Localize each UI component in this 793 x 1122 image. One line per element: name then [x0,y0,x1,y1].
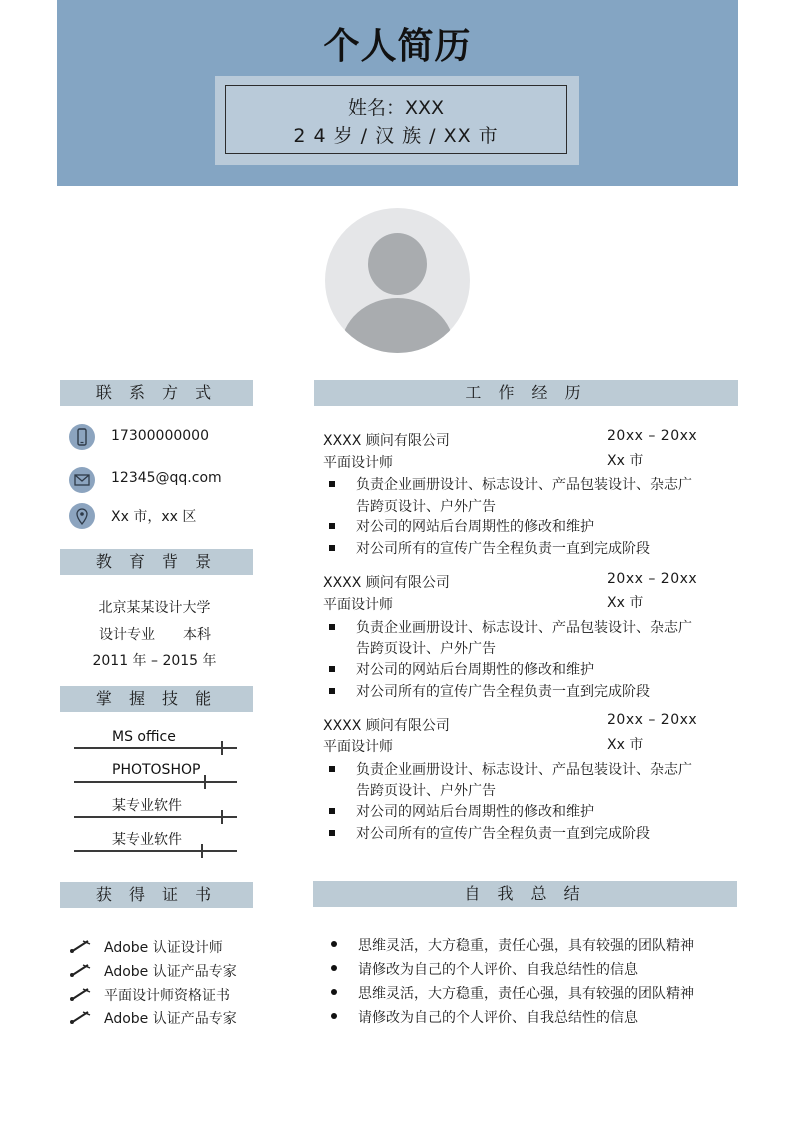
certificate-icon [68,1009,92,1029]
job-duty: 对公司的网站后台周期性的修改和维护 [356,804,594,820]
bullet-marker [329,766,335,772]
job-period: 20xx – 20xx [607,712,698,728]
summary-item: 请修改为自己的个人评价、自我总结性的信息 [358,1010,638,1026]
skill-track [74,816,237,818]
bullet-marker [329,666,335,672]
summary-item: 思维灵活，大方稳重，责任心强，具有较强的团队精神 [358,986,694,1002]
job-duty: 对公司所有的宣传广告全程负责一直到完成阶段 [356,541,650,557]
job-period: 20xx – 20xx [607,571,698,587]
certificate-icon [68,986,92,1006]
job-duty: 对公司所有的宣传广告全程负责一直到完成阶段 [356,684,650,700]
avatar-body [341,298,454,353]
summary-item: 请修改为自己的个人评价、自我总结性的信息 [358,962,638,978]
job-company: XXXX 顾问有限公司 [323,718,450,734]
avatar-head [368,233,427,295]
page-title: 个人简历 [323,26,472,67]
bullet-marker [329,688,335,694]
bullet-marker [331,1013,337,1019]
avatar [325,208,470,353]
job-duty: 告跨页设计、户外广告 [356,641,496,657]
degree: 本科 [183,627,211,643]
address-text: Xx 市，xx 区 [111,509,197,525]
skill-level-marker [204,775,206,789]
bullet-marker [331,941,337,947]
bullet-marker [329,481,335,487]
certificates-heading: 获 得 证 书 [60,882,253,908]
skill-label: 某专业软件 [112,798,182,814]
skill-level-marker [221,741,223,755]
job-duty: 负责企业画册设计、标志设计、产品包装设计、杂志广 [356,762,692,778]
bullet-marker [329,545,335,551]
location-icon [69,503,95,529]
bullet-marker [329,523,335,529]
contact-heading: 联 系 方 式 [60,380,253,406]
job-position: 平面设计师 [323,597,393,613]
major: 设计专业 [99,627,155,643]
phone-text: 17300000000 [111,428,209,444]
summary-heading: 自 我 总 结 [313,881,737,907]
job-position: 平面设计师 [323,739,393,755]
job-duty: 告跨页设计、户外广告 [356,783,496,799]
work-heading: 工 作 经 历 [314,380,738,406]
certificate-item: 平面设计师资格证书 [104,988,230,1004]
email-text: 12345@qq.com [111,470,222,486]
education-period: 2011 年 – 2015 年 [92,653,217,669]
detail-line: 2 4 岁 / 汉 族 / XX 市 [293,125,499,147]
summary-item: 思维灵活，大方稳重，责任心强，具有较强的团队精神 [358,938,694,954]
job-city: Xx 市 [607,595,644,611]
certificate-item: Adobe 认证设计师 [104,940,223,956]
job-duty: 对公司的网站后台周期性的修改和维护 [356,519,594,535]
skill-label: MS office [112,729,176,745]
skills-heading: 掌 握 技 能 [60,686,253,712]
job-position: 平面设计师 [323,455,393,471]
skill-label: PHOTOSHOP [112,762,201,778]
job-city: Xx 市 [607,453,644,469]
job-company: XXXX 顾问有限公司 [323,575,450,591]
job-company: XXXX 顾问有限公司 [323,433,450,449]
skill-track [74,747,237,749]
name-line: 姓名：XXX [347,97,445,119]
skill-track [74,850,237,852]
job-duty: 负责企业画册设计、标志设计、产品包装设计、杂志广 [356,620,692,636]
school-name: 北京某某设计大学 [98,600,211,616]
skill-level-marker [201,844,203,858]
certificate-icon [68,962,92,982]
job-city: Xx 市 [607,737,644,753]
job-duty: 负责企业画册设计、标志设计、产品包装设计、杂志广 [356,477,692,493]
bullet-marker [331,965,337,971]
certificate-icon [68,938,92,958]
skill-level-marker [221,810,223,824]
job-period: 20xx – 20xx [607,428,698,444]
certificate-item: Adobe 认证产品专家 [104,1011,237,1027]
job-duty: 对公司的网站后台周期性的修改和维护 [356,662,594,678]
mail-icon [69,467,95,493]
job-duty: 告跨页设计、户外广告 [356,499,496,515]
education-heading: 教 育 背 景 [60,549,253,575]
bullet-marker [329,624,335,630]
phone-icon [69,424,95,450]
bullet-marker [329,808,335,814]
job-duty: 对公司所有的宣传广告全程负责一直到完成阶段 [356,826,650,842]
skill-track [74,781,237,783]
bullet-marker [329,830,335,836]
skill-label: 某专业软件 [112,832,182,848]
certificate-item: Adobe 认证产品专家 [104,964,237,980]
bullet-marker [331,989,337,995]
